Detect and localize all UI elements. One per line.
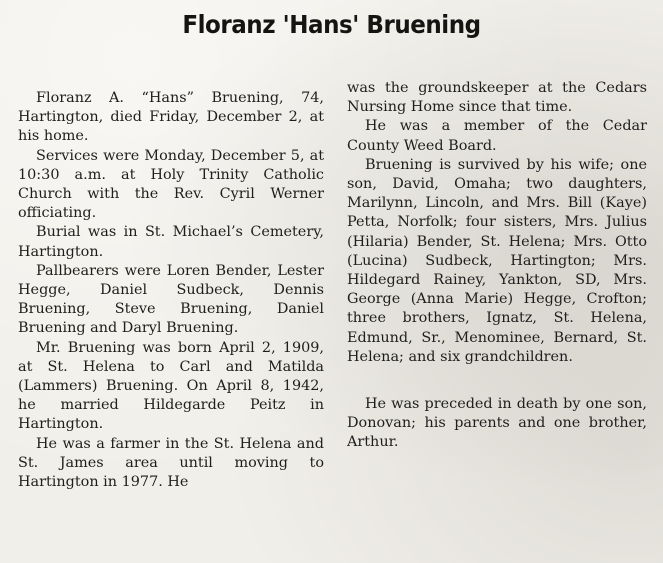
paragraph-career: He was a farmer in the St. Helena and St. James area until moving to Hartington in 1977. He <box>18 435 324 491</box>
headline: Floranz 'Hans' Bruening <box>182 10 481 39</box>
left-column <box>18 89 324 492</box>
paragraph-death-notice: Floranz A. “Hans” Bruening, 74, Hartington, died Friday, December 2, at his home. <box>18 90 324 145</box>
right-column <box>347 79 647 453</box>
paragraph-career-continued: was the groundskeeper at the Cedars Nursing Home since that time. <box>347 80 647 116</box>
paragraph-preceded: He was preceded in death by one son, Donovan; his parents and one brother, Arthur. <box>347 396 647 451</box>
paragraph-membership: He was a member of the Cedar County Weed Board. <box>347 118 647 154</box>
paragraph-burial: Burial was in St. Michael’s Cemetery, Hartington. <box>18 224 324 260</box>
paragraph-services: Services were Monday, December 5, at 10:30 a.m. at Holy Trinity Catholic Church with the Rev. Cyril Werner officiating. <box>18 147 324 222</box>
paragraph-pallbearers: Pallbearers were Loren Bender, Lester Hegge, Daniel Sudbeck, Dennis Bruening, Steve Bruening, Daniel Bruening and Daryl Bruening. <box>18 262 324 337</box>
paragraph-biography: Mr. Bruening was born April 2, 1909, at St. Helena to Carl and Matilda (Lammers) Bruening. On April 8, 1942, he married Hildegarde Peitz in Hartington. <box>18 339 324 433</box>
paragraph-survivors: Bruening is survived by his wife; one son, David, Omaha; two daughters, Marilynn, Lincoln, and Mrs. Bill (Kaye) Petta, Norfolk; four sisters, Mrs. Julius (Hilaria) Bender, St. Helena; Mrs. Otto (Lucina) Sudbeck, Hartington; Mrs. Hildegard Rainey, Yankton, SD, Mrs. George (Anna Marie) Hegge, Crofton; three brothers, Ignatz, St. Helena, Edmund, Sr., Menominee, Bernard, St. Helena; and six grandchildren. <box>347 156 647 365</box>
